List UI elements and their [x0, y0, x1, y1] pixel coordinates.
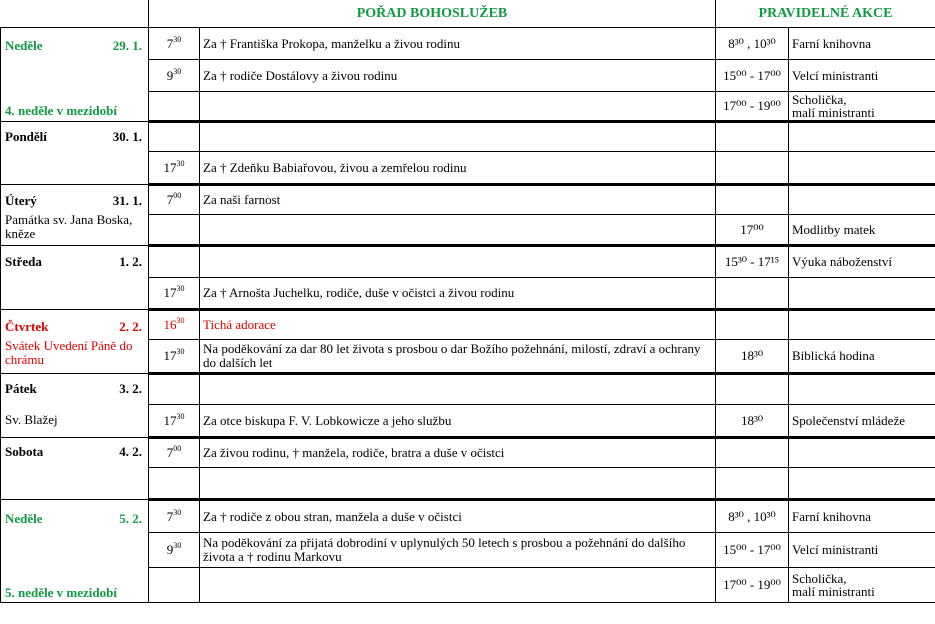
empty-cell	[149, 467, 200, 499]
event-time: 18³⁰	[716, 404, 789, 437]
empty-cell	[789, 277, 935, 309]
day-date: 1. 2.	[119, 253, 142, 269]
mass-intention: Na poděkování za přijatá dobrodiní v uplynulých 50 letech s prosbou a požehnání do dalšího života a † rodinu Markovu	[200, 532, 716, 567]
mass-time: $16^{30}$	[149, 309, 200, 339]
day-name: Neděle	[5, 37, 43, 53]
empty-cell	[716, 121, 789, 151]
mass-intention: Za † rodiče z obou stran, manžela a duše v očistci	[200, 499, 716, 532]
day-date: 2. 2.	[119, 318, 142, 334]
mass-intention: Za živou rodinu, † manžela, rodiče, bratra a duše v očistci	[200, 437, 716, 467]
day-name: Pátek	[5, 380, 37, 396]
empty-cell	[200, 214, 716, 245]
day-name: Pondělí	[5, 128, 47, 144]
empty-cell	[200, 373, 716, 404]
empty-cell	[716, 467, 789, 499]
mass-intention: Na poděkování za dar 80 let života s prosbou o dar Božího požehnání, milostí, zdraví a ochrany do dalších let	[200, 339, 716, 373]
empty-cell	[789, 309, 935, 339]
empty-cell	[200, 467, 716, 499]
empty-cell	[789, 373, 935, 404]
empty-cell	[149, 567, 200, 602]
empty-cell	[716, 309, 789, 339]
mass-time: $7^{00}$	[149, 184, 200, 214]
empty-cell	[200, 121, 716, 151]
day-name: Neděle	[5, 510, 43, 526]
day-cell	[1, 184, 149, 245]
day-date: 30. 1.	[112, 128, 142, 144]
event-name: Velcí ministranti	[789, 59, 935, 91]
day-cell	[1, 373, 149, 437]
event-time: 18³⁰	[716, 339, 789, 373]
empty-cell	[200, 567, 716, 602]
event-time: 17⁰⁰ - 19⁰⁰	[716, 91, 789, 121]
empty-cell	[789, 184, 935, 214]
empty-cell	[716, 437, 789, 467]
empty-cell	[716, 151, 789, 184]
event-name: Scholička, malí ministranti	[789, 91, 935, 121]
empty-cell	[149, 214, 200, 245]
event-time: 15³⁰ - 17¹⁵	[716, 245, 789, 277]
day-date: 5. 2.	[119, 510, 142, 526]
empty-cell	[789, 121, 935, 151]
empty-cell	[716, 184, 789, 214]
empty-cell	[789, 467, 935, 499]
empty-cell	[149, 245, 200, 277]
event-name: Farní knihovna	[789, 27, 935, 59]
event-name: Farní knihovna	[789, 499, 935, 532]
day-date: 3. 2.	[119, 380, 142, 396]
mass-time: $9^{30}$	[149, 59, 200, 91]
event-time: 8³⁰ , 10³⁰	[716, 27, 789, 59]
mass-intention: Za † Zdeňku Babiařovou, živou a zemřelou rodinu	[200, 151, 716, 184]
empty-cell	[149, 373, 200, 404]
event-time: 15⁰⁰ - 17⁰⁰	[716, 59, 789, 91]
empty-cell	[200, 91, 716, 121]
day-cell	[1, 437, 149, 499]
empty-cell	[200, 245, 716, 277]
day-date: 31. 1.	[112, 192, 142, 208]
day-cell	[1, 309, 149, 373]
day-cell	[1, 245, 149, 309]
mass-time: $9^{30}$	[149, 532, 200, 567]
event-name: Scholička, malí ministranti	[789, 567, 935, 602]
mass-time: $17^{30}$	[149, 404, 200, 437]
day-name: Středa	[5, 253, 42, 269]
event-time: 8³⁰ , 10³⁰	[716, 499, 789, 532]
day-cell	[1, 121, 149, 184]
event-name: Modlitby matek	[789, 214, 935, 245]
mass-time: $17^{30}$	[149, 339, 200, 373]
day-date: 4. 2.	[119, 443, 142, 459]
mass-time: $17^{30}$	[149, 277, 200, 309]
corner-cell	[1, 0, 149, 27]
day-cell	[1, 499, 149, 602]
day-note: Sv. Blažej	[5, 411, 58, 427]
mass-time: $7^{00}$	[149, 437, 200, 467]
day-name: Sobota	[5, 443, 44, 459]
day-note: 5. neděle v mezidobí	[5, 584, 117, 600]
event-time: 17⁰⁰ - 19⁰⁰	[716, 567, 789, 602]
empty-cell	[149, 91, 200, 121]
event-name: Velcí ministranti	[789, 532, 935, 567]
day-name: Čtvrtek	[5, 318, 49, 334]
mass-intention: Za naši farnost	[200, 184, 716, 214]
empty-cell	[789, 151, 935, 184]
empty-cell	[716, 277, 789, 309]
day-name: Úterý	[5, 192, 37, 208]
events-title: PRAVIDELNÉ AKCE	[716, 0, 935, 27]
mass-intention: Za † Arnošta Juchelku, rodiče, duše v očistci a živou rodinu	[200, 277, 716, 309]
mass-intention: Za otce biskupa F. V. Lobkowicze a jeho službu	[200, 404, 716, 437]
mass-intention: Za † rodiče Dostálovy a živou rodinu	[200, 59, 716, 91]
empty-cell	[789, 437, 935, 467]
empty-cell	[149, 121, 200, 151]
event-name: Společenství mládeže	[789, 404, 935, 437]
mass-intention: Tichá adorace	[200, 309, 716, 339]
mass-intention: Za † Františka Prokopa, manželku a živou rodinu	[200, 27, 716, 59]
empty-cell	[716, 373, 789, 404]
services-title: POŘAD BOHOSLUŽEB	[149, 0, 716, 27]
event-time: 15⁰⁰ - 17⁰⁰	[716, 532, 789, 567]
mass-time: $7^{30}$	[149, 27, 200, 59]
day-date: 29. 1.	[112, 37, 142, 53]
day-cell	[1, 27, 149, 121]
event-time: 17⁰⁰	[716, 214, 789, 245]
event-name: Výuka náboženství	[789, 245, 935, 277]
day-note: Svátek Uvedení Páně do chrámu	[5, 337, 133, 367]
mass-time: $17^{30}$	[149, 151, 200, 184]
day-note: 4. neděle v mezidobí	[5, 102, 117, 118]
event-name: Biblická hodina	[789, 339, 935, 373]
mass-time: $7^{30}$	[149, 499, 200, 532]
day-note: Památka sv. Jana Boska, kněze	[5, 211, 133, 241]
